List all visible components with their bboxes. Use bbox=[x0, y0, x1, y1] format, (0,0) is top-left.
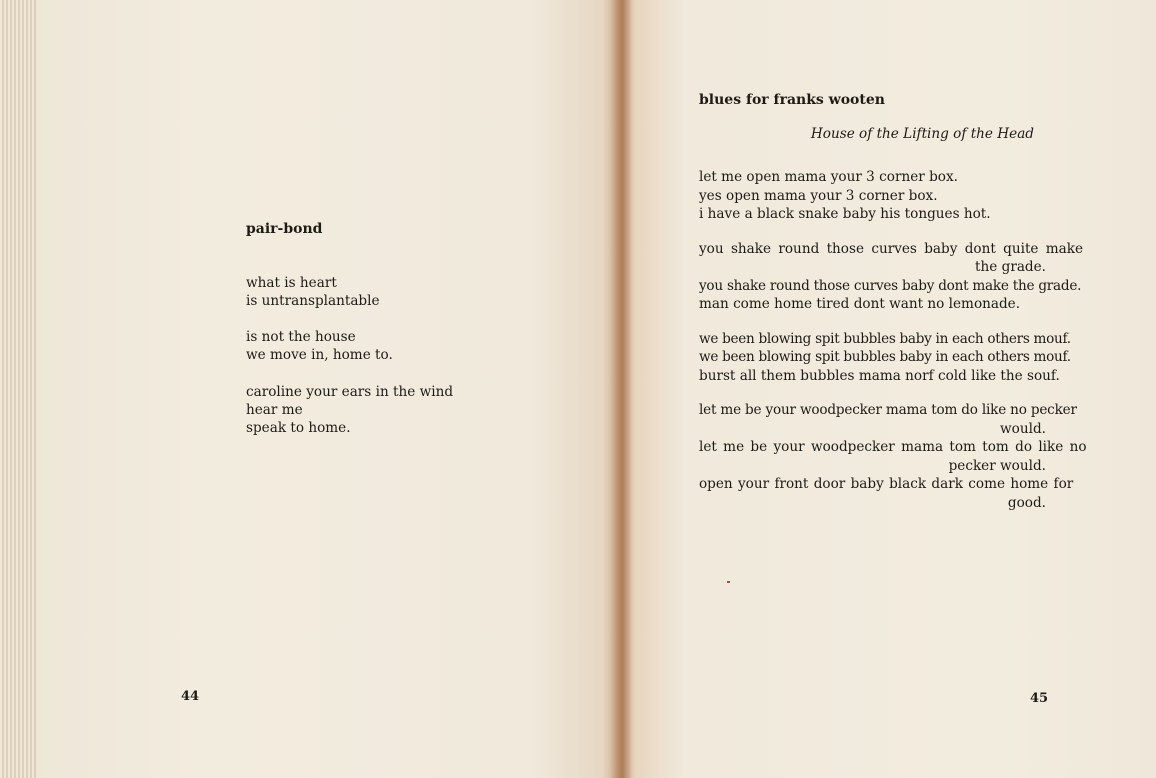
poem-line: let me be your woodpecker mama tom do like no pecker bbox=[699, 402, 1077, 418]
poem-line: good. bbox=[1007, 494, 1046, 511]
poem-line: is untransplantable bbox=[246, 293, 380, 309]
poem-line: caroline your ears in the wind bbox=[246, 384, 454, 400]
poem-line: we been blowing spit bubbles baby in each others mouf. bbox=[699, 330, 1071, 347]
poem-line: you shake round those curves baby dont quite make bbox=[699, 240, 1084, 257]
stanza bbox=[699, 330, 1071, 386]
poem-line: burst all them bubbles mama norf cold like the souf. bbox=[699, 367, 1060, 384]
poem-line: i have a black snake baby his tongues hot. bbox=[699, 206, 991, 222]
page-number-left: 44 bbox=[181, 689, 200, 704]
poem-title: pair-bond bbox=[246, 221, 323, 237]
poem-line: let me open mama your 3 corner box. bbox=[699, 169, 958, 185]
poem-line: we move in, home to. bbox=[246, 347, 393, 363]
poem-line: pecker would. bbox=[948, 457, 1046, 474]
poem-body bbox=[699, 168, 1087, 528]
page-number-right: 45 bbox=[1030, 691, 1049, 706]
stanza bbox=[699, 240, 1084, 314]
poem-line: speak to home. bbox=[246, 420, 351, 436]
poem-line: is not the house bbox=[246, 329, 356, 345]
poem-line: open your front door baby black dark come home for bbox=[699, 476, 1074, 492]
poem-line: hear me bbox=[246, 402, 303, 418]
poem-subtitle: House of the Lifting of the Head bbox=[810, 126, 1034, 142]
stanza bbox=[699, 168, 1046, 224]
poem-line: you shake round those curves baby dont make the grade. bbox=[699, 277, 1082, 294]
poem-line: man come home tired dont want no lemonade. bbox=[699, 296, 1021, 312]
page-edges bbox=[0, 0, 36, 778]
book-gutter bbox=[610, 0, 632, 778]
poem-line: we been blowing spit bubbles baby in each others mouf. bbox=[699, 349, 1071, 365]
poem-line: the grade. bbox=[975, 259, 1046, 275]
poem-title: blues for franks wooten bbox=[699, 92, 885, 108]
stanza bbox=[699, 401, 1087, 512]
poem-line: yes open mama your 3 corner box. bbox=[699, 187, 938, 204]
poem-line: what is heart bbox=[246, 275, 337, 291]
ink-speck bbox=[727, 581, 730, 583]
poem-line: would. bbox=[1000, 420, 1046, 437]
poem-line: let me be your woodpecker mama tom tom do like no bbox=[699, 439, 1087, 455]
